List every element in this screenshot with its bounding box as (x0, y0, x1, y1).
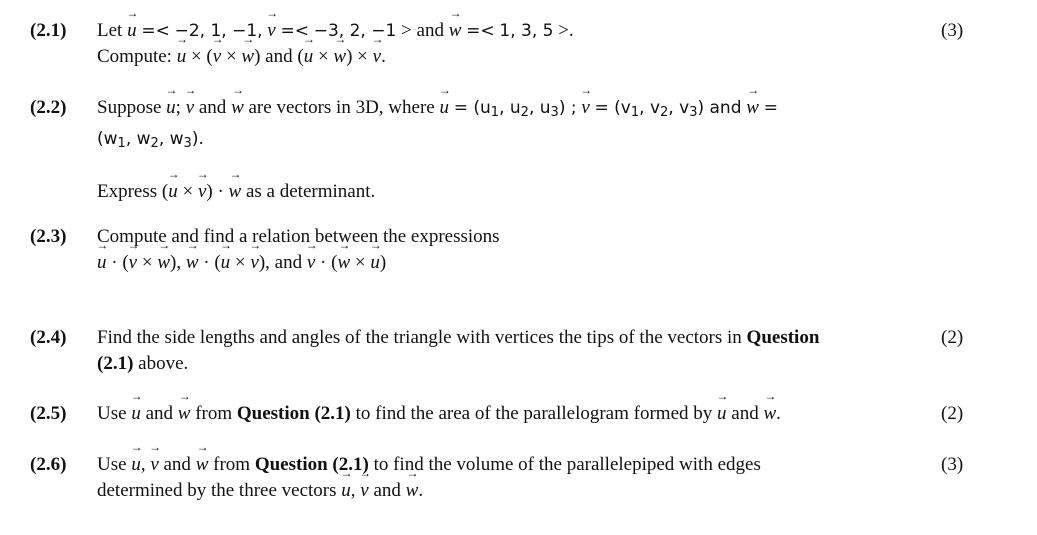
question-text (97, 401, 907, 427)
text: and (145, 403, 173, 424)
question-text (97, 18, 907, 70)
text: Use (97, 403, 127, 424)
vector-u: u → (177, 44, 187, 70)
marks: (3) (941, 20, 964, 41)
question-reference: Question (2.1) (236, 403, 351, 424)
subscript: 2 (520, 105, 529, 120)
vector-u-components (454, 98, 577, 118)
subscript: 3 (550, 105, 559, 120)
text: as a determinant. (245, 181, 376, 202)
text: ), and (258, 252, 303, 273)
text: × (225, 46, 237, 67)
question-reference: Question (2.1) (254, 454, 369, 475)
text: ), (170, 252, 182, 273)
vector-w: w → (231, 95, 244, 121)
vector-u: u → (131, 452, 141, 478)
vector-w: w → (186, 250, 199, 276)
text: . (381, 46, 386, 67)
vector-u: u → (168, 179, 178, 205)
text: × (234, 252, 246, 273)
question-text (97, 325, 907, 377)
text: Let (97, 20, 123, 41)
vector-v: v → (373, 44, 381, 70)
text: from (213, 454, 251, 475)
text: = (763, 98, 778, 118)
text: from (195, 403, 233, 424)
vector-w: w → (337, 250, 350, 276)
text: , w (158, 129, 184, 149)
vector-w: w → (157, 250, 170, 276)
vector-v: v → (581, 95, 589, 121)
question-reference: Question (746, 327, 820, 348)
text: × (354, 252, 366, 273)
vector-w: w → (333, 44, 346, 70)
vector-w: w → (763, 401, 776, 427)
text: Find the side lengths and angles of the triangle with vertices the tips of the vectors in (97, 327, 742, 348)
vector-u: u → (221, 250, 231, 276)
text: Compute and find a relation between the expressions (97, 226, 500, 247)
vector-v-components: −3, 2, −1 (313, 21, 397, 41)
text: . (776, 403, 781, 424)
vector-v: v → (198, 179, 206, 205)
subscript: 1 (117, 136, 126, 151)
text: , (140, 454, 146, 475)
vector-u: u → (304, 44, 314, 70)
question-number: (2.4) (30, 327, 67, 348)
text: Express ( (97, 181, 169, 202)
text: and (373, 480, 401, 501)
question-number: (2.3) (30, 226, 67, 247)
text: × (182, 181, 194, 202)
vector-v: v → (360, 478, 368, 504)
vector-v: v → (129, 250, 137, 276)
text: determined by the three vectors (97, 480, 337, 501)
subscript: 3 (689, 105, 698, 120)
vector-u: u → (370, 250, 380, 276)
text: ) ; (558, 98, 577, 118)
vector-u: u → (97, 250, 107, 276)
text: , v (639, 98, 661, 118)
question-number: (2.5) (30, 403, 67, 424)
text: =< (466, 21, 495, 41)
text: (w (97, 129, 118, 149)
text: ) and (697, 98, 742, 118)
vector-v: v → (150, 452, 158, 478)
text: and (198, 97, 227, 118)
vector-w: w → (196, 452, 209, 478)
vector-w: w → (449, 18, 462, 44)
question-number: (2.1) (30, 20, 67, 41)
text: Compute: (97, 46, 172, 67)
text: · ( (320, 252, 338, 273)
vector-u: u → (439, 95, 449, 121)
text: ) × (346, 46, 368, 67)
vector-v: v → (307, 250, 315, 276)
text: to find the area of the parallelogram formed by (355, 403, 713, 424)
vector-w-components: 1, 3, 5 (499, 21, 554, 41)
text: = (u (453, 98, 491, 118)
text: , v (668, 98, 690, 118)
subscript: 1 (490, 105, 500, 120)
vector-u: u → (166, 95, 176, 121)
marks: (2) (941, 403, 964, 424)
marks: (3) (941, 454, 964, 475)
question-number: (2.6) (30, 454, 67, 475)
question-text (97, 224, 907, 276)
vector-w: w → (406, 478, 419, 504)
vector-w: w → (746, 95, 759, 121)
vector-v: v → (267, 18, 275, 44)
marks: (2) (941, 327, 964, 348)
vector-v-components (595, 98, 742, 118)
text: ) and ( (254, 46, 304, 67)
text: , (350, 480, 356, 501)
text: Suppose (97, 97, 162, 118)
text: ; (175, 97, 181, 118)
subscript: 1 (630, 105, 640, 120)
text: = (v (594, 98, 631, 118)
text: · ( (111, 252, 129, 273)
text: . (418, 480, 424, 501)
vector-u-components: −2, 1, −1, (174, 21, 263, 41)
question-text (97, 95, 907, 205)
text: Use (97, 454, 127, 475)
vector-u: u → (131, 401, 141, 427)
vector-u: u → (127, 18, 137, 44)
vector-u: u → (717, 401, 727, 427)
vector-v: v → (186, 95, 194, 121)
text: =< (141, 21, 170, 41)
text: and (163, 454, 191, 475)
vector-v: v → (250, 250, 258, 276)
subscript: 2 (150, 136, 159, 151)
text: > and (401, 20, 444, 41)
text: =< (280, 21, 309, 41)
text: ). (191, 129, 204, 149)
text: ) (379, 252, 387, 273)
subscript: 3 (183, 136, 192, 151)
text: are vectors in 3D, where (248, 97, 435, 118)
text: , u (528, 98, 551, 118)
vector-v: v → (213, 44, 221, 70)
text: ) · (206, 181, 224, 202)
text: above. (138, 353, 189, 374)
vector-w: w → (241, 44, 254, 70)
text: · ( (203, 252, 221, 273)
text: , w (125, 129, 151, 149)
question-number: (2.2) (30, 97, 67, 118)
vector-w: w → (229, 179, 242, 205)
text: , u (499, 98, 521, 118)
text: >. (558, 20, 574, 41)
text: × (317, 46, 329, 67)
vector-w: w → (178, 401, 191, 427)
vector-w-components (97, 126, 907, 157)
text: × (141, 252, 153, 273)
text: to find the volume of the parallelepiped with edges (373, 454, 761, 475)
vector-u: u → (341, 478, 351, 504)
text: and (731, 403, 759, 424)
subscript: 2 (660, 105, 669, 120)
text: × ( (190, 46, 213, 67)
question-text (97, 452, 907, 504)
question-reference: (2.1) (97, 353, 134, 374)
